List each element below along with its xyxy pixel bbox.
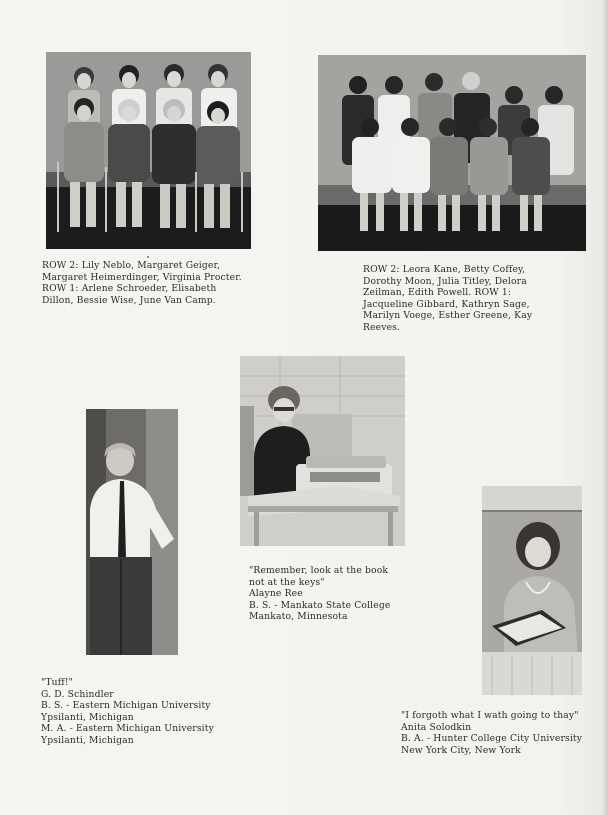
- caption-name: G. D. Schindler: [41, 688, 114, 700]
- typewriter-photo-image: [240, 356, 405, 546]
- top-left-caption: [42, 260, 242, 306]
- caption-line: Marilyn Voege, Esther Greene, Kay: [363, 310, 533, 322]
- caption-line: ROW 2: Lily Neblo, Margaret Geiger,: [42, 260, 221, 271]
- caption-name: Alayne Ree: [249, 588, 303, 600]
- caption-degree: B. A. - Hunter College City University: [401, 733, 583, 745]
- center-caption: [249, 565, 390, 623]
- page-edge-shadow: [602, 0, 608, 815]
- caption-line: Dillon, Bessie Wise, June Van Camp.: [42, 294, 216, 306]
- caption-quote: "I forgoth what I wath going to thay": [401, 710, 579, 721]
- caption-location: Mankato, Minnesota: [249, 611, 348, 623]
- group-photo-top-left: [46, 52, 251, 249]
- caption-quote: "Remember, look at the book: [249, 565, 389, 576]
- caption-quote: not at the keys": [249, 576, 325, 588]
- caption-line: ROW 2: Leora Kane, Betty Coffey,: [363, 264, 526, 275]
- caption-line: ROW 1: Arlene Schroeder, Elisabeth: [42, 283, 217, 295]
- teacher-photo-right: [482, 486, 582, 695]
- caption-location: New York City, New York: [401, 744, 521, 756]
- caption-line: Reeves.: [363, 321, 401, 333]
- group-photo-top-left-image: [46, 52, 251, 249]
- left-caption: [41, 677, 214, 747]
- caption-name: Anita Solodkin: [401, 721, 472, 733]
- caption-line: Margaret Heimerdinger, Virginia Procter.: [42, 271, 242, 283]
- caption-line: Dorothy Moon, Julia Titley, Delora: [363, 275, 527, 287]
- caption-line: Jacqueline Gibbard, Kathryn Sage,: [363, 298, 530, 310]
- caption-degree: B. S. - Mankato State College: [249, 599, 391, 611]
- caption-location: Ypsilanti, Michigan: [41, 711, 134, 723]
- teacher-photo-right-image: [482, 486, 582, 695]
- top-right-caption: [363, 264, 532, 334]
- group-photo-top-right: [318, 55, 586, 251]
- caption-degree: M. A. - Eastern Michigan University: [41, 723, 214, 735]
- caption-quote: "Tuff!": [41, 677, 74, 688]
- right-caption: [401, 710, 582, 756]
- caption-line: Zeilman, Edith Powell. ROW 1:: [363, 287, 512, 299]
- typewriter-photo: [240, 356, 405, 546]
- caption-location: Ypsilanti, Michigan: [41, 734, 134, 746]
- print-speck: [147, 256, 149, 258]
- teacher-photo-left-image: [86, 409, 178, 655]
- caption-degree: B. S. - Eastern Michigan University: [41, 700, 211, 712]
- group-photo-top-right-image: [318, 55, 586, 251]
- teacher-photo-left: [86, 409, 178, 655]
